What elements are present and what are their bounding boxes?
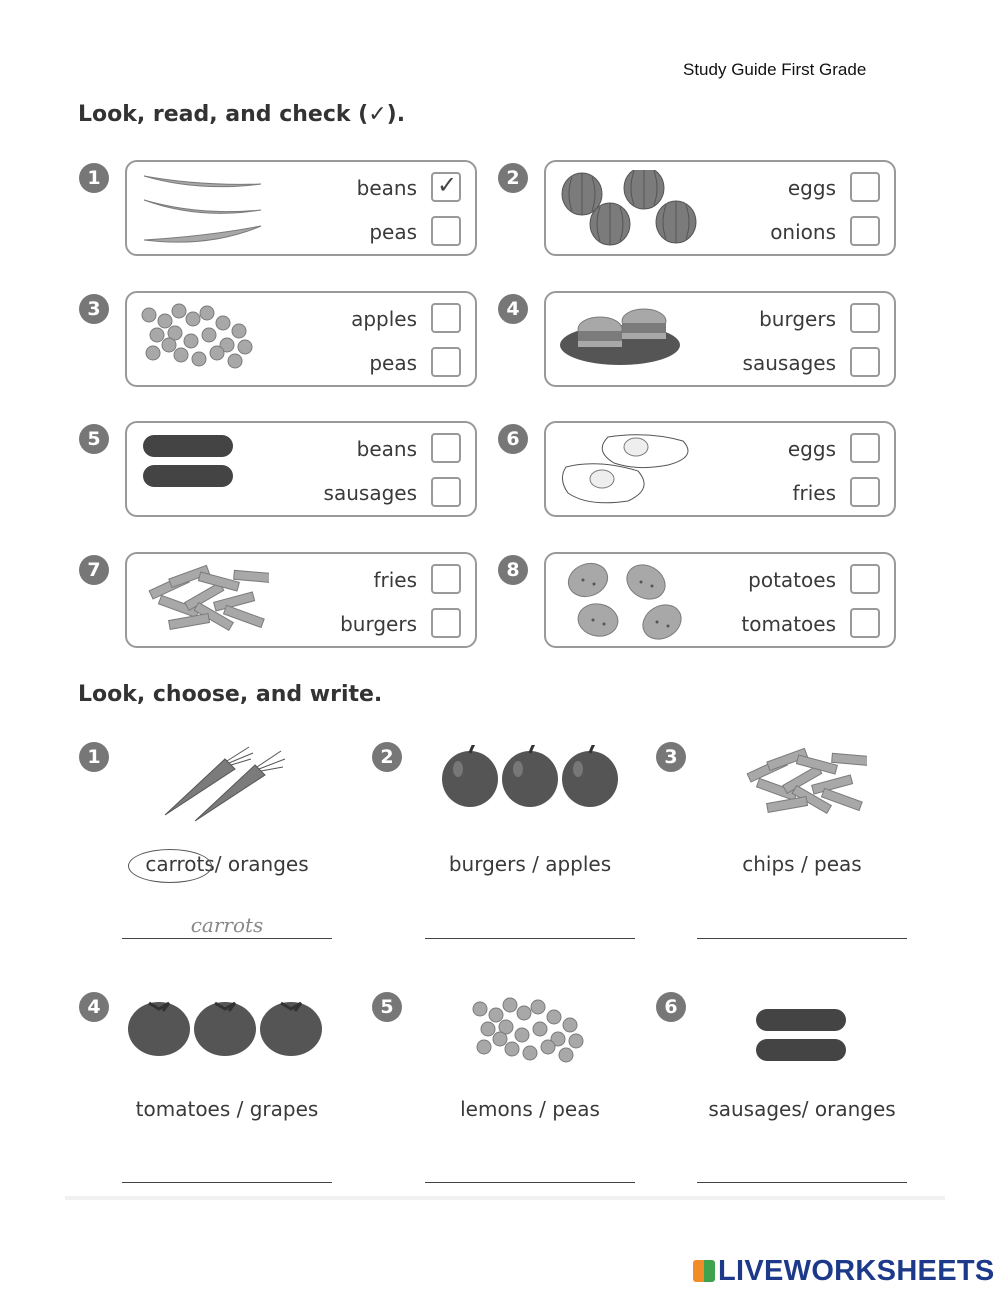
option-word: beans [356, 437, 417, 461]
checkbox[interactable] [431, 216, 461, 246]
checkbox[interactable] [850, 347, 880, 377]
checkbox[interactable] [850, 433, 880, 463]
answer-line [122, 1182, 332, 1183]
checkbox[interactable] [431, 564, 461, 594]
check-card [125, 291, 477, 387]
choice-text: carrots/ oranges [145, 852, 309, 876]
item-number: 1 [79, 742, 109, 772]
divider [65, 1196, 945, 1200]
checkbox[interactable] [850, 303, 880, 333]
answer-line [425, 1182, 635, 1183]
checkbox[interactable] [850, 172, 880, 202]
choice-text: tomatoes / grapes [135, 1097, 319, 1121]
liveworksheets-logo: LIVEWORKSHEETS [693, 1255, 995, 1288]
answer-field[interactable]: carrots [190, 913, 264, 937]
option-word: onions [770, 220, 836, 244]
option-word: sausages [742, 351, 836, 375]
item-number: 5 [79, 424, 109, 454]
answer-line [122, 938, 332, 939]
option-word: peas [369, 351, 417, 375]
item-number: 4 [79, 992, 109, 1022]
choice-text: chips / peas [742, 852, 862, 876]
carrots-icon [157, 745, 297, 829]
sausages-icon [752, 1005, 852, 1069]
item-number: 3 [79, 294, 109, 324]
section1-title: Look, read, and check (✓). [78, 102, 406, 127]
item-number: 3 [656, 742, 686, 772]
tomatoes-icon [127, 995, 327, 1069]
answer-line [697, 1182, 907, 1183]
checkbox[interactable] [431, 433, 461, 463]
option-word: apples [351, 307, 417, 331]
option-word: fries [792, 481, 836, 505]
item-number: 7 [79, 555, 109, 585]
item-number: 2 [498, 163, 528, 193]
checkbox[interactable] [431, 347, 461, 377]
answer-line [697, 938, 907, 939]
answer-circle [128, 849, 212, 883]
chips-icon [737, 745, 867, 829]
peas-icon [470, 995, 590, 1069]
logo-icon [693, 1260, 715, 1282]
item-number: 5 [372, 992, 402, 1022]
option-word: burgers [340, 612, 417, 636]
option-word: beans [356, 176, 417, 200]
checkbox[interactable] [431, 608, 461, 638]
item-number: 2 [372, 742, 402, 772]
option-word: potatoes [748, 568, 836, 592]
check-card [544, 421, 896, 517]
option-word: tomatoes [741, 612, 836, 636]
item-number: 6 [656, 992, 686, 1022]
option-word: fries [373, 568, 417, 592]
check-card [125, 421, 477, 517]
checkbox[interactable] [431, 477, 461, 507]
option-word: sausages [323, 481, 417, 505]
item-number: 4 [498, 294, 528, 324]
checkbox[interactable] [850, 608, 880, 638]
checkbox[interactable] [431, 303, 461, 333]
checkbox[interactable] [850, 477, 880, 507]
choice-text: lemons / peas [460, 1097, 600, 1121]
check-card [544, 291, 896, 387]
checkbox[interactable] [850, 564, 880, 594]
check-icon: ✓ [437, 171, 458, 199]
choice-text: sausages/ oranges [708, 1097, 896, 1121]
choice-text: burgers / apples [448, 852, 612, 876]
check-card [544, 552, 896, 648]
option-word: burgers [759, 307, 836, 331]
option-word: eggs [787, 437, 836, 461]
answer-line [425, 938, 635, 939]
check-card [125, 552, 477, 648]
item-number: 1 [79, 163, 109, 193]
item-number: 6 [498, 424, 528, 454]
section2-title: Look, choose, and write. [78, 682, 383, 707]
apples-icon [440, 745, 620, 819]
check-card [544, 160, 896, 256]
checkbox[interactable] [431, 172, 461, 202]
item-number: 8 [498, 555, 528, 585]
check-card [125, 160, 477, 256]
checkbox[interactable] [850, 216, 880, 246]
option-word: peas [369, 220, 417, 244]
page-header: Study Guide First Grade [683, 60, 867, 79]
option-word: eggs [787, 176, 836, 200]
